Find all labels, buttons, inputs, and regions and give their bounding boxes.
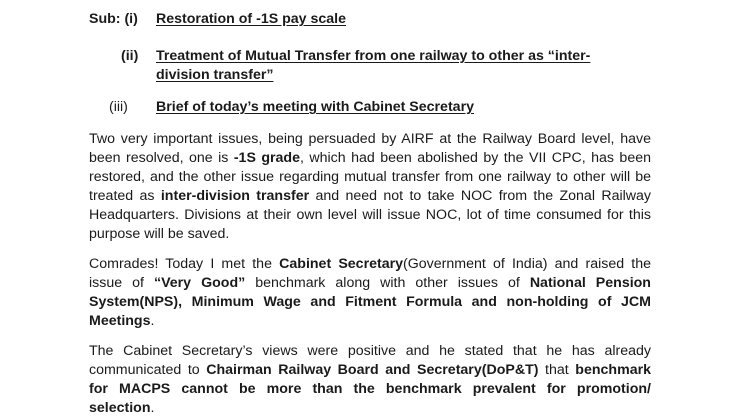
paragraph-1-line: restored, and the other issue regarding mutual transfer from one railway to other will be [89,169,651,185]
paragraph-2-line: Meetings. [89,313,155,329]
subject-line-2 [121,47,591,66]
paragraph-1-line: Headquarters. Divisions at their own level will issue NOC, lot of time consumed for this [89,207,651,223]
subject-line-1 [89,10,347,29]
paragraph-2-line: issue of “Very Good” benchmark along with other issues of National Pension [89,275,651,291]
paragraph-3-line: selection. [89,400,155,416]
paragraph-3-line: for MACPS cannot be more than the benchmark prevalent for promotion/ [89,381,651,397]
subject-item-3-number: (iii) [109,99,128,115]
paragraph-3-line: The Cabinet Secretary’s views were positive and he stated that he has already [89,343,651,359]
paragraph-1-line: Two very important issues, being persuaded by AIRF at the Railway Board level, have [89,131,651,147]
paragraph-2-line: Comrades! Today I met the Cabinet Secretary(Government of India) and raised the [89,256,651,272]
subject-line-3 [109,98,474,117]
paragraph-2-line: System(NPS), Minimum Wage and Fitment Formula and non-holding of JCM [89,294,651,310]
paragraph-1-line: purpose will be saved. [89,226,230,242]
subject-item-1-title: Restoration of -1S pay scale [156,11,347,27]
subject-item-3-title: Brief of today’s meeting with Cabinet Secretary [156,99,474,115]
subject-item-2-title-line-1: Treatment of Mutual Transfer from one railway to other as “inter- [156,48,591,64]
subject-label: Sub: (i) [89,11,138,27]
subject-item-2-number: (ii) [121,48,139,64]
paragraph-3-line: communicated to Chairman Railway Board and Secretary(DoP&T) that benchmark [89,362,651,378]
subject-item-2-title-line-2: division transfer” [156,67,274,83]
paragraph-1-line: treated as inter-division transfer and need not to take NOC from the Zonal Railway [89,188,651,204]
paragraph-1-line: been resolved, one is -1S grade, which had been abolished by the VII CPC, has been [89,150,651,166]
